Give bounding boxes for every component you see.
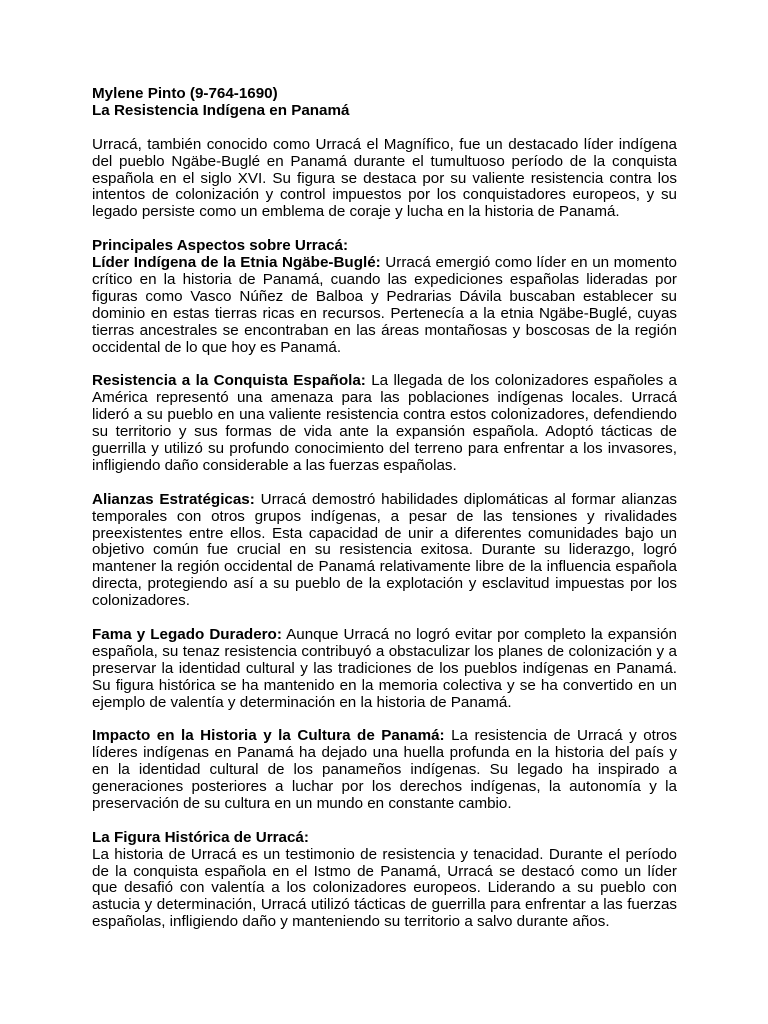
section-body: La llegada de los colonizadores españoles a América representó una amenaza para las poblaciones indígenas locales. Urracá lideró a su pueblo en una valiente resistencia contra estos colonizadores, defendiendo su territorio y sus formas de vida ante la expansión española. Adoptó tácticas de guerrilla y utilizó su profundo conocimiento del terreno para enfrentar a los invasores, infligiendo daño considerable a las fuerzas españolas. [92, 372, 677, 474]
section-heading: Alianzas Estratégicas: [92, 490, 255, 508]
section-body: Urracá demostró habilidades diplomáticas al formar alianzas temporales con otros grupos indígenas, a pesar de las tensiones y rivalidades preexistentes entre ellos. Esta capacidad de unir a diferentes comunidades bajo un objetivo común fue crucial en su resistencia exitosa. Durante su liderazgo, logró mantener la región occidental de Panamá relativamente libre de la influencia española directa, protegiendo así a su pueblo de la explotación y esclavitud impuestas por los colonizadores. [92, 490, 677, 610]
section-impacto [92, 728, 677, 813]
section-body: Urracá emergió como líder en un momento crítico en la historia de Panamá, cuando las expediciones españolas lideradas por figuras como Vasco Núñez de Balboa y Pedrarias Dávila buscaban establecer su dominio en estas tierras ricas en recursos. Pertenecía a la etnia Ngäbe-Buglé, cuyas tierras ancestrales se encontraban en las áreas montañosas y boscosas de la región occidental de lo que hoy es Panamá. [92, 254, 677, 356]
section-heading: Líder Indígena de la Etnia Ngäbe-Buglé: [92, 254, 381, 272]
section-body: La resistencia de Urracá y otros líderes indígenas en Panamá ha dejado una huella profunda en la historia del país y en la identidad cultural de los panameños indígenas. Su legado ha inspirado a generaciones posteriores a luchar por los derechos indígenas, la autonomía y la preservación de su cultura en un mundo en constante cambio. [92, 727, 677, 812]
document-page [92, 86, 677, 931]
section-body: Aunque Urracá no logró evitar por completo la expansión española, su tenaz resistencia contribuyó a obstaculizar los planes de colonización y a preservar la identidad cultural y las tradiciones de los pueblos indígenas en Panamá. Su figura histórica se ha mantenido en la memoria colectiva y se ha convertido en un ejemplo de valentía y determinación en la historia de Panamá. [92, 625, 677, 711]
section-heading: Impacto en la Historia y la Cultura de Panamá: [92, 727, 445, 745]
intro-paragraph: Urracá, también conocido como Urracá el Magnífico, fue un destacado líder indígena del pueblo Ngäbe-Buglé en Panamá durante el tumultuoso período de la conquista española en el siglo XVI. Su figura se destaca por su valiente resistencia contra los intentos de colonización y control impuestos por los conquistadores europeos, y su legado persiste como un emblema de coraje y lucha en la historia de Panamá. [92, 135, 677, 221]
section-lider [92, 255, 677, 356]
figura-paragraph: La historia de Urracá es un testimonio de resistencia y tenacidad. Durante el período de la conquista española en el Istmo de Panamá, Urracá se destacó como un líder que desafió con valentía a los colonizadores europeos. Liderando a su pueblo con astucia y determinación, Urracá utilizó tácticas de guerrilla para enfrentar a las fuerzas españolas, infligiendo daño y manteniendo su territorio a salvo durante años. [92, 845, 677, 931]
author-line: Mylene Pinto (9-764-1690) [92, 85, 278, 102]
section-resistencia [92, 373, 677, 474]
section-heading: Fama y Legado Duradero: [92, 625, 282, 643]
section-heading: Resistencia a la Conquista Española: [92, 372, 366, 390]
aspects-heading: Principales Aspectos sobre Urracá: [92, 237, 349, 255]
figura-heading: La Figura Histórica de Urracá: [92, 828, 309, 846]
section-alianzas [92, 492, 677, 610]
document-title: La Resistencia Indígena en Panamá [92, 101, 350, 119]
section-fama [92, 627, 677, 712]
